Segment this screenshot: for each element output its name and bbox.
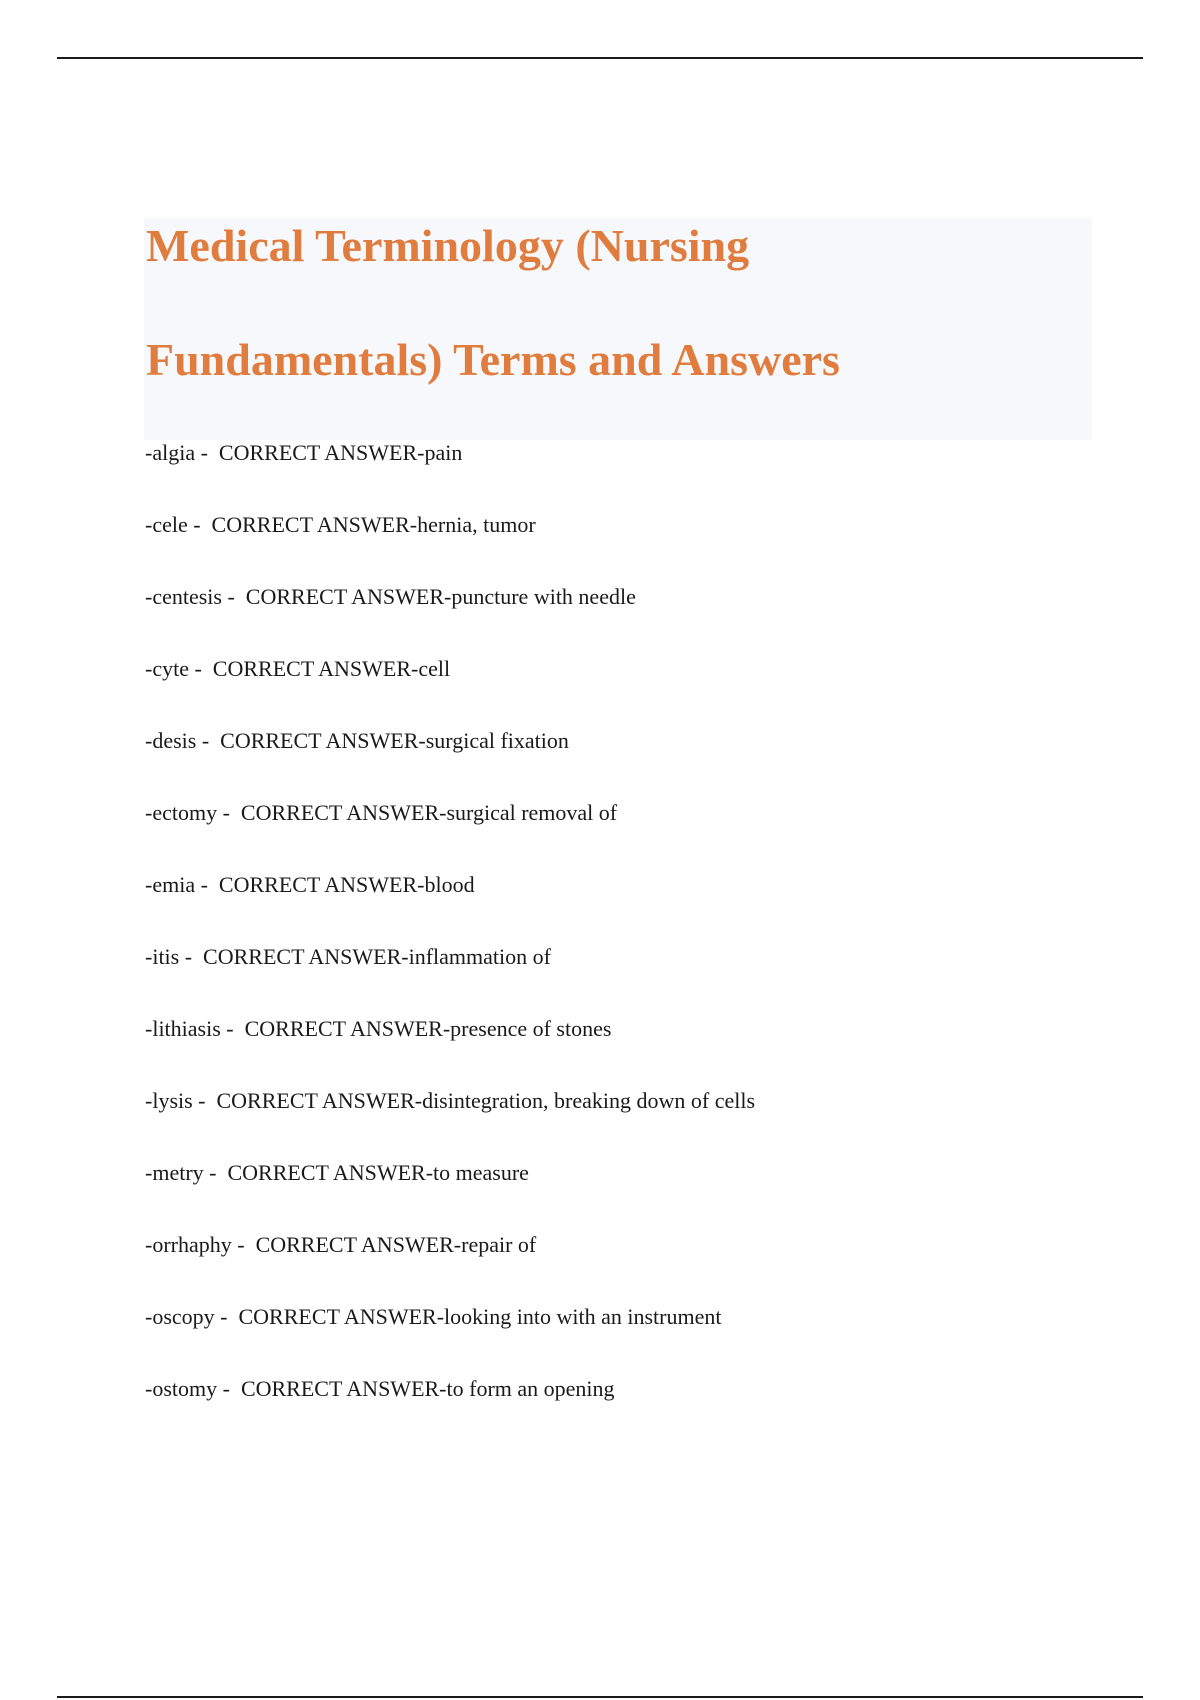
term-answer-item: -emia - CORRECT ANSWER-blood — [145, 872, 475, 897]
term-answer-item: -ostomy - CORRECT ANSWER-to form an opening — [145, 1376, 615, 1401]
term-answer-item: -metry - CORRECT ANSWER-to measure — [145, 1160, 529, 1185]
header-rule — [57, 57, 1143, 59]
term-answer-list — [145, 438, 755, 1446]
term-answer-item: -cele - CORRECT ANSWER-hernia, tumor — [145, 512, 536, 537]
term-answer-item: -cyte - CORRECT ANSWER-cell — [145, 656, 451, 681]
term-answer-item: -lysis - CORRECT ANSWER-disintegration, breaking down of cells — [145, 1088, 756, 1113]
term-answer-item: -oscopy - CORRECT ANSWER-looking into with an instrument — [145, 1304, 722, 1329]
document-title-line-2: Fundamentals) Terms and Answers — [146, 334, 840, 385]
term-answer-item: -algia - CORRECT ANSWER-pain — [145, 440, 463, 465]
title-block — [144, 218, 1092, 440]
term-answer-item: -itis - CORRECT ANSWER-inflammation of — [145, 944, 551, 969]
term-answer-item: -lithiasis - CORRECT ANSWER-presence of stones — [145, 1016, 612, 1041]
term-answer-item: -desis - CORRECT ANSWER-surgical fixation — [145, 728, 569, 753]
term-answer-item: -ectomy - CORRECT ANSWER-surgical removal of — [145, 800, 618, 825]
document-title-line-1: Medical Terminology (Nursing — [146, 220, 750, 271]
term-answer-item: -orrhaphy - CORRECT ANSWER-repair of — [145, 1232, 537, 1257]
term-answer-item: -centesis - CORRECT ANSWER-puncture with needle — [145, 584, 636, 609]
footer-rule — [57, 1696, 1143, 1698]
